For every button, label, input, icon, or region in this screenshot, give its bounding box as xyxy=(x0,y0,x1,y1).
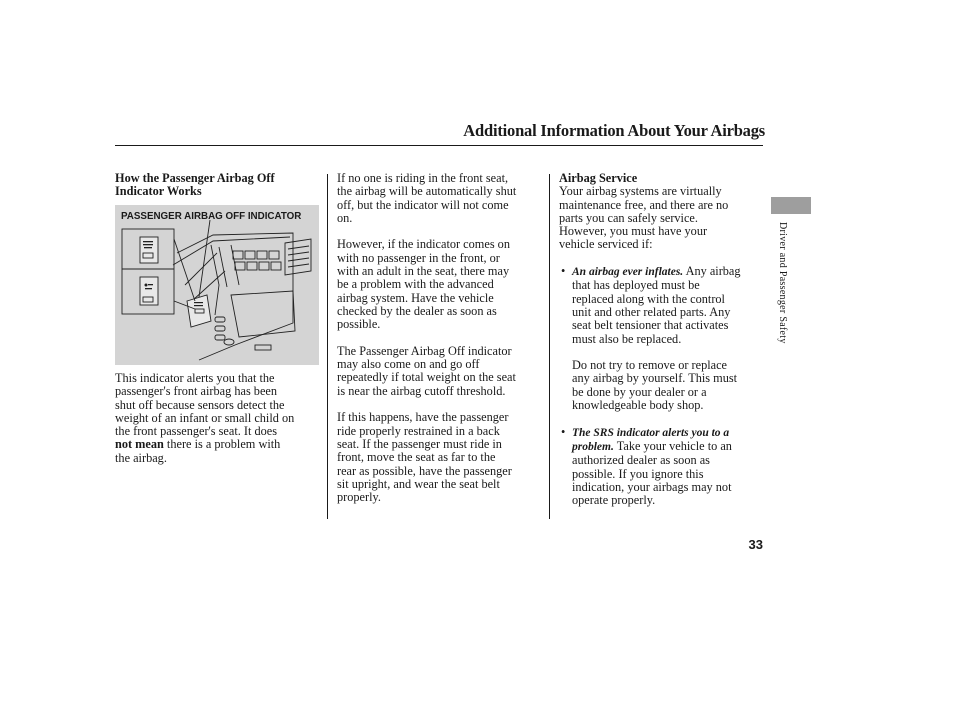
left-column-body xyxy=(115,372,320,465)
bullet-srs-indicator: • The SRS indicator alerts you to a problem. Take your vehicle to an authorized dealer as soon as possible. If you ignore this indication, your airbags may not operate properly. xyxy=(561,424,732,508)
section-label: Driver and Passenger Safety xyxy=(777,222,788,344)
page-number: 33 xyxy=(748,537,763,552)
column-divider-2 xyxy=(549,174,550,519)
emphasis-not-mean: not mean xyxy=(115,437,164,452)
airbag-service-heading: Airbag Service xyxy=(559,171,638,185)
right-column xyxy=(559,172,767,507)
paragraph-indicator-problem: However, if the indicator comes on with no passenger in the front, or with an adult in the seat, there may be a problem with the advanced airbag system. Have the vehicle checked by the dealer as soon as possible. xyxy=(337,237,510,332)
figure-caption: PASSENGER AIRBAG OFF INDICATOR xyxy=(121,211,302,222)
bullet-airbag-inflates: • An airbag ever inflates. Any airbag that has deployed must be replaced along with the control unit and other related parts. Any seat belt tensioner that activates must also be replaced. xyxy=(561,264,741,346)
middle-column xyxy=(337,172,545,504)
bullet-marker: • xyxy=(561,264,566,279)
paragraph-no-rider: If no one is riding in the front seat, the airbag will be automatically shut off, but the indicator will not come on. xyxy=(337,171,517,225)
column-divider-1 xyxy=(327,174,328,519)
dashboard-illustration xyxy=(115,205,319,365)
airbag-service-intro: Your airbag systems are virtually maintenance free, and there are no parts you can safely service. However, you must have your vehicle serviced if: xyxy=(559,184,729,252)
section-heading: How the Passenger Airbag Off Indicator Works xyxy=(115,171,275,199)
page-title: Additional Information About Your Airbags xyxy=(463,121,765,140)
indicator-figure xyxy=(115,205,319,365)
paragraph-do-not-remove: Do not try to remove or replace any airbag by yourself. This must be done by your dealer or a knowledgeable body shop. xyxy=(572,358,738,413)
section-tab xyxy=(771,197,811,214)
paragraph-threshold: The Passenger Airbag Off indicator may also come on and go off repeatedly if total weight on the seat is near the airbag cutoff threshold. xyxy=(337,343,516,398)
left-column xyxy=(115,172,320,199)
indicator-description: This indicator alerts you that the passenger's front airbag has been shut off because sensors detect the weight of an infant or small child on the front passenger's seat. It does not mean there is a problem with the airbag. xyxy=(115,371,295,465)
paragraph-if-this-happens: If this happens, have the passenger ride properly restrained in a back seat. If the passenger must ride in front, move the seat as far to the rear as possible, have the passenger sit upright, and wear the seat belt properly. xyxy=(337,410,512,505)
bullet-marker: • xyxy=(561,424,566,439)
title-rule xyxy=(115,145,763,146)
